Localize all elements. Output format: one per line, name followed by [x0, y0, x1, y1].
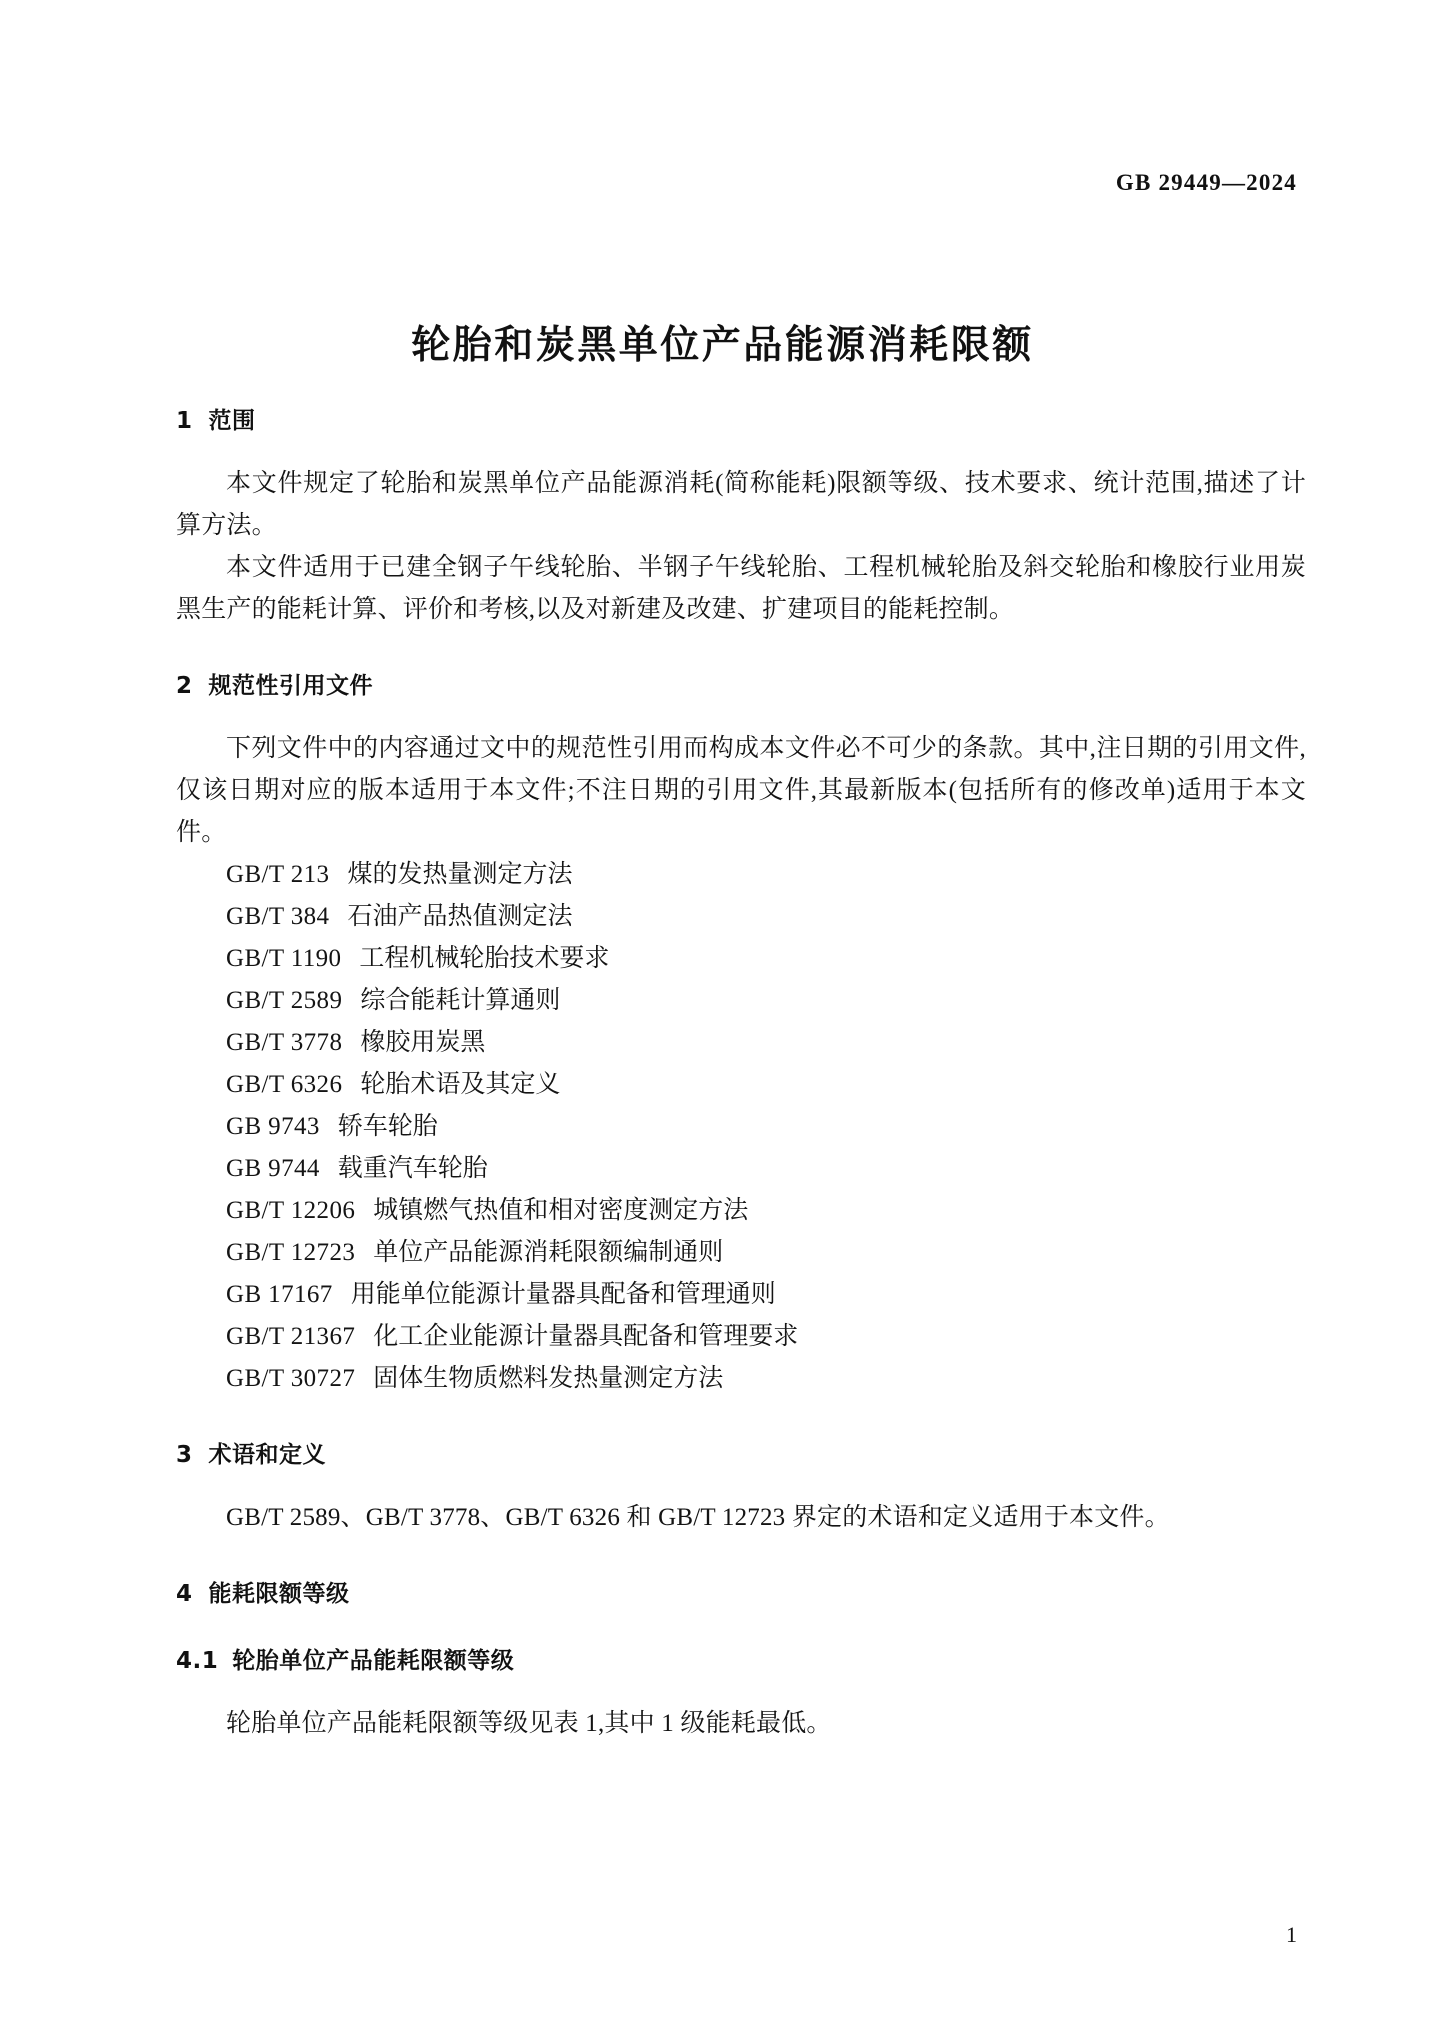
reference-title: 用能单位能源计量器具配备和管理通则	[350, 1281, 776, 1308]
clause-2-paragraph-1: 下列文件中的内容通过文中的规范性引用而构成本文件必不可少的条款。其中,注日期的引用文件,仅该日期对应的版本适用于本文件;不注日期的引用文件,其最新版本(包括所有的修改单)适用于本文件。	[176, 735, 1306, 846]
clause-1-heading	[176, 410, 1306, 433]
reference-title: 单位产品能源消耗限额编制通则	[373, 1239, 724, 1266]
clause-4-1-heading	[176, 1650, 1306, 1673]
reference-title: 载重汽车轮胎	[337, 1155, 488, 1182]
reference-title: 轮胎术语及其定义	[360, 1071, 561, 1098]
reference-designation: GB/T 12206	[226, 1197, 356, 1224]
reference-designation: GB/T 30727	[226, 1365, 356, 1392]
clause-4-1-number: 4.1	[176, 1648, 219, 1674]
reference-item	[176, 938, 1306, 980]
reference-designation: GB/T 12723	[226, 1239, 356, 1266]
clause-4-1-section	[176, 1606, 1306, 1745]
page-number: 1	[1286, 1922, 1297, 1947]
reference-item	[176, 896, 1306, 938]
reference-item	[176, 1274, 1306, 1316]
document-title: 轮胎和炭黑单位产品能源消耗限额	[411, 323, 1034, 369]
reference-designation: GB 9744	[226, 1155, 320, 1182]
reference-designation: GB/T 6326	[226, 1071, 343, 1098]
reference-title: 石油产品热值测定法	[347, 903, 573, 930]
reference-item	[176, 1190, 1306, 1232]
reference-designation: GB/T 3778	[226, 1029, 343, 1056]
reference-title: 工程机械轮胎技术要求	[359, 945, 610, 972]
reference-item	[176, 1064, 1306, 1106]
clause-4-section	[176, 1539, 1306, 1606]
clause-1-title: 范围	[208, 408, 256, 434]
clause-2-section	[176, 631, 1306, 1400]
clause-3-section	[176, 1400, 1306, 1539]
clause-4-title: 能耗限额等级	[208, 1581, 350, 1607]
reference-title: 化工企业能源计量器具配备和管理要求	[373, 1323, 799, 1350]
reference-item	[176, 1022, 1306, 1064]
reference-title: 橡胶用炭黑	[360, 1029, 486, 1056]
clause-1-paragraph-2: 本文件适用于已建全钢子午线轮胎、半钢子午线轮胎、工程机械轮胎及斜交轮胎和橡胶行业用炭黑生产的能耗计算、评价和考核,以及对新建及改建、扩建项目的能耗控制。	[176, 554, 1306, 623]
reference-item	[176, 1316, 1306, 1358]
reference-title: 城镇燃气热值和相对密度测定方法	[373, 1197, 749, 1224]
reference-designation: GB/T 384	[226, 903, 330, 930]
running-header-standard-number: GB 29449—2024	[1115, 170, 1297, 195]
clause-2-number: 2	[176, 673, 193, 699]
reference-designation: GB/T 1190	[226, 945, 342, 972]
clause-3-heading	[176, 1444, 1306, 1467]
reference-item	[176, 854, 1306, 896]
reference-designation: GB/T 21367	[226, 1323, 356, 1350]
clause-4-heading	[176, 1583, 1306, 1606]
reference-designation: GB/T 2589	[226, 987, 343, 1014]
reference-designation: GB 17167	[226, 1281, 333, 1308]
reference-item	[176, 1106, 1306, 1148]
clause-3-number: 3	[176, 1442, 193, 1468]
reference-item	[176, 1148, 1306, 1190]
reference-designation: GB 9743	[226, 1113, 320, 1140]
reference-title: 煤的发热量测定方法	[347, 861, 573, 888]
reference-title: 轿车轮胎	[337, 1113, 438, 1140]
reference-title: 综合能耗计算通则	[360, 987, 561, 1014]
clause-2-title: 规范性引用文件	[208, 673, 374, 699]
clause-4-number: 4	[176, 1581, 193, 1607]
reference-designation: GB/T 213	[226, 861, 330, 888]
clause-4-1-paragraph-1: 轮胎单位产品能耗限额等级见表 1,其中 1 级能耗最低。	[226, 1710, 832, 1737]
reference-item	[176, 980, 1306, 1022]
reference-title: 固体生物质燃料发热量测定方法	[373, 1365, 724, 1392]
clause-1-section	[176, 410, 1306, 631]
body-column	[176, 410, 1306, 1745]
clause-3-paragraph-1: GB/T 2589、GB/T 3778、GB/T 6326 和 GB/T 12723 界定的术语和定义适用于本文件。	[226, 1504, 1170, 1531]
reference-item	[176, 1232, 1306, 1274]
clause-1-paragraph-1: 本文件规定了轮胎和炭黑单位产品能源消耗(简称能耗)限额等级、技术要求、统计范围,描述了计算方法。	[176, 470, 1306, 539]
normative-reference-list	[176, 854, 1306, 1400]
clause-4-1-title: 轮胎单位产品能耗限额等级	[232, 1648, 515, 1674]
clause-1-number: 1	[176, 408, 193, 434]
clause-3-title: 术语和定义	[208, 1442, 327, 1468]
clause-2-heading	[176, 675, 1306, 698]
reference-item	[176, 1358, 1306, 1400]
